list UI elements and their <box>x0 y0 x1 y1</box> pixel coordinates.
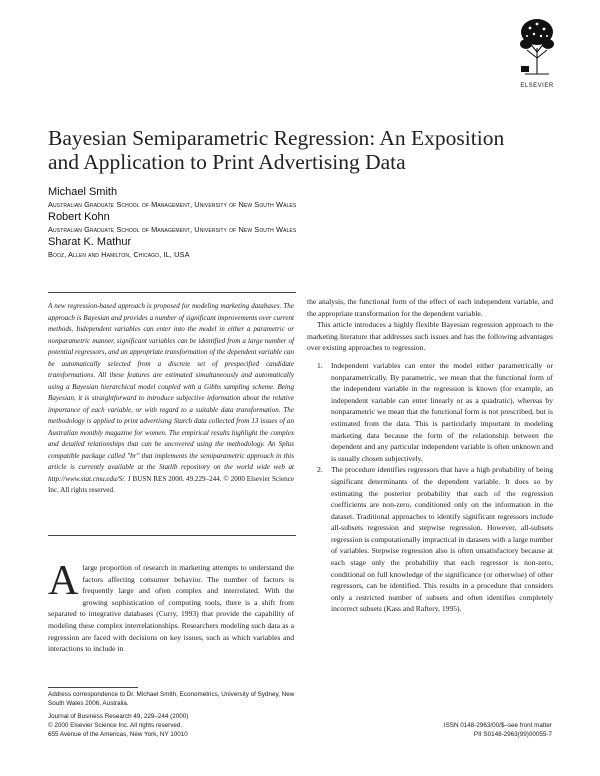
intro-paragraph-2: This article introduces a highly flexible Bayesian regression approach to the marketing literature that addresses such issues and has the following advantages over existing approaches to regression. <box>307 320 553 353</box>
pii-line: PII S0148-2963(99)00055-7 <box>473 731 552 738</box>
copyright-line: © 2000 Elsevier Science Inc. All rights reserved. <box>48 722 183 729</box>
paper-title <box>48 126 568 174</box>
title-line-1: Bayesian Semiparametric Regression: An Exposition <box>48 126 505 150</box>
advantages-list <box>307 360 553 615</box>
publisher-address: 655 Avenue of the Americas, New York, NY 10010 <box>48 731 188 738</box>
logo-text: ELSEVIER <box>520 83 554 89</box>
list-item <box>307 360 553 464</box>
continuation-paragraph: the analysis, the functional form of the effect of each independent variable, and the appropriate transformation for the dependent variable. <box>307 297 553 318</box>
abstract-text: A new regression-based approach is proposed for modeling marketing databases. The approach is Bayesian and provides a number of significant improvements over current methods. Independent variables can enter into the model in either a parametric or nonparametric manner, significant variables can be identified from a large number of potential regressors, and an appropriate transformation of the dependent variable can be automatically selected from a discrete set of prespecified candidate transformations. All these features are estimated simultaneously and automatically using a Bayesian hierarchical model coupled with a Gibbs sampling scheme. Being Bayesian, it is straightforward to introduce subjective information about the relative importance of each variable, or with regard to a suitable data transformation. The methodology is applied to print advertising Starch data collected from 13 issues of an Australian monthly magazine for women. The empirical results highlight the complex and detailed relationships that can be uncovered using the methodology. An Splus compatible package called "br" that implements the semiparametric approach in this article is currently available at the Statlib repository on the world wide web at http://www.stat.cmu.edu/S/. <box>48 302 294 483</box>
abstract-citation: J BUSN RES 2000. 49.229–244. © 2000 Elsevier Science Inc. All rights reserved. <box>48 474 294 494</box>
right-column <box>307 296 553 615</box>
author-name: Sharat K. Mathur <box>48 236 132 248</box>
list-item-text: The procedure identifies regressors that have a high probability of being significant determinants of the dependent variable. It does so by estimating the posterior probability that each of the regression coefficients are non-zero, conditioned only on the information in the dataset. Traditional approaches to identify significant regressors include all-subsets regression and stepwise regression. However, all-subsets regression is computationally impractical in datasets with a large number of variables. Stepwise regression also is often unsatisfactory because at each stage only the probability that each regressor is non-zero, conditional on full knowledge of the significance (or otherwise) of other regressors, can be identified. This results in a procedure that considers only a restricted number of subsets and often identifies completely incorrect subsets (Kass and Raftery, 1995). <box>331 465 553 614</box>
drop-cap: A <box>48 558 79 604</box>
title-line-2: and Application to Print Advertising Data <box>48 150 406 174</box>
abstract-bottom-rule <box>48 535 296 536</box>
tree-emblem-icon <box>517 14 557 76</box>
issn-line: ISSN 0148-2963/00/$–see front matter <box>443 722 552 729</box>
abstract <box>48 301 294 497</box>
author-name: Michael Smith <box>48 186 118 198</box>
list-number: 2. <box>317 465 323 475</box>
issn-info <box>312 721 552 739</box>
abstract-top-rule <box>48 292 296 293</box>
author-affiliation: Australian Graduate School of Management, University of New South Wales <box>48 200 297 209</box>
footnote-rule <box>48 687 138 688</box>
author-affiliation: Australian Graduate School of Management, University of New South Wales <box>48 225 297 234</box>
introduction-paragraph <box>48 558 294 655</box>
author-affiliation: Booz, Allen and Hamilton, Chicago, IL, USA <box>48 250 190 259</box>
list-item-text: Independent variables can enter the model either parametrically or nonparametrically. By parametric, we mean that the functional form of the independent variable in the regression is known (for example, an independent variable can enter linearly or as a quadratic), whereas by nonparametric we mean that the functional form is not prescribed, but is estimated from the data. This is particularly important in modeling marketing data because the form of the relationship between the dependent and any particular independent variable is often unknown and is usually chosen subjectively. <box>331 360 553 463</box>
author-name: Robert Kohn <box>48 211 110 223</box>
journal-info <box>48 712 298 739</box>
journal-citation: Journal of Business Research 49, 229–244 (2000) <box>48 713 189 720</box>
list-item <box>307 464 553 615</box>
list-number: 1. <box>317 360 323 370</box>
publisher-logo <box>514 14 560 90</box>
intro-text: large proportion of research in marketing attempts to understand the factors affecting consumer behavior. The number of factors is frequently large and often complex and interrelated. With the growing sophistication of computing tools, there is a shift from separated to integrative databases (Curry, 1993) that provide the capability of modeling these complex interrelationships. Researchers modeling such data as a regression are faced with decisions on key issues, such as which variables and interactions to include in <box>48 563 294 654</box>
correspondence-note: Address correspondence to Dr. Michael Smith, Econometrics, University of Sydney, New South Wales 2006, Australia. <box>48 691 295 707</box>
